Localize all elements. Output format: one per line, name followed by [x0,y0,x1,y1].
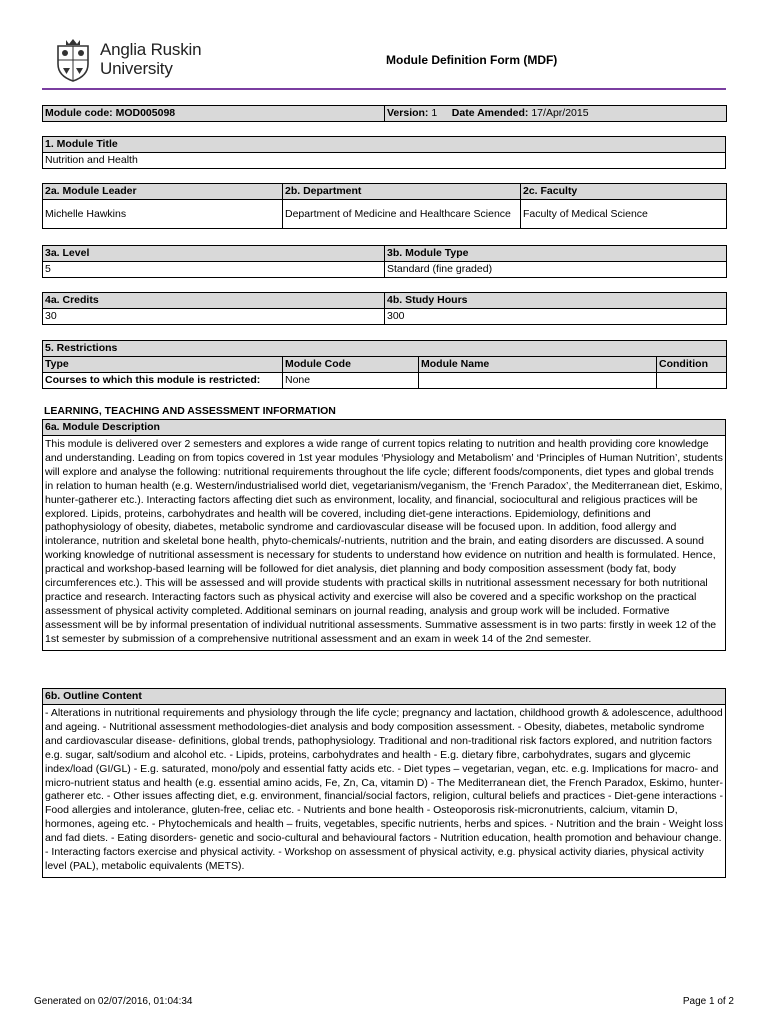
restrictions-block [42,340,727,389]
restrictions-col-name: Module Name [419,357,657,373]
date-amended-label: Date Amended: [451,107,529,119]
logo-line1: Anglia Ruskin [100,40,202,59]
leader-department-faculty-block [42,183,727,229]
module-code: Module code: MOD005098 [43,106,385,122]
restrictions-row-code: None [283,373,419,389]
restrictions-col-type: Type [43,357,283,373]
lta-heading: LEARNING, TEACHING AND ASSESSMENT INFORMATION [44,405,336,417]
department-value: Department of Medicine and Healthcare Science [283,200,521,229]
outline-content-label: 6b. Outline Content [43,689,726,705]
credits-value: 30 [43,309,385,325]
version-label: Version: [387,107,429,119]
level-type-block [42,245,727,278]
restrictions-row-label: Courses to which this module is restricted: [43,373,283,389]
module-title-block [42,136,726,169]
module-title-label: 1. Module Title [43,137,726,153]
version-date-cell [385,106,727,122]
level-value: 5 [43,262,385,278]
credits-label: 4a. Credits [43,293,385,309]
restrictions-row-name [419,373,657,389]
crest-icon [52,38,94,82]
document-title: Module Definition Form (MDF) [386,53,558,67]
outline-content-text: - Alterations in nutritional requirements and physiology through the life cycle; pregnancy and lactation, childhood growth & adolescence, adulthood and ageing. - Nutritional assessment methodologies-diet analysis and body composition assessment. - Obesity, diabetes, metabolic syndrome and cardiovascular disease- definitions, global trends, pathophysiology. Traditional and non-traditional risk factors explored, and nutrition factors e.g. sugar, salt/sodium and alcohol etc. - Lipids, proteins, carbohydrates and health - E.g. dietary fibre, carbohydrates, sugars and glycemic index/load (GI/GL) - E.g. saturated, mono/poly and essential fatty acids etc. - Diet types – vegetarian, vegan, etc. e.g. Implications for macro- and micro-nutrient status and health (e.g. essential amino acids, Fe, Zn, Ca, vitamin D) - The Mediterranean diet, the French Paradox, Eskimo, hunter-gatherer etc. - Other issues affecting diet, e.g. environment, financial/social factors, religion, cultural beliefs and practices - Diet-gene interactions - Food allergies and intolerance, gluten-free, celiac etc. - Nutrients and bone health - Osteoporosis risk-micronutrients, calcium, vitamin D, hormones, ageing etc. - Phytochemicals and health – fruits, vegetables, specific nutrients, herbs and spices. - Nutrition and the brain - Weight loss and fad diets. - Eating disorders- genetic and socio-cultural and behavioural factors - Nutrition education, health promotion and behaviour change. - Interacting factors exercise and physical activity. - Workshop on assessment of physical activity, e.g. physical activity diaries, physical activity level (PAL), metabolic equivalents (METS). [43,705,726,878]
module-leader-value: Michelle Hawkins [43,200,283,229]
module-leader-label: 2a. Module Leader [43,184,283,200]
version-value: 1 [431,107,438,119]
module-type-label: 3b. Module Type [385,246,727,262]
module-description-label: 6a. Module Description [43,420,726,436]
faculty-label: 2c. Faculty [521,184,727,200]
generated-timestamp: Generated on 02/07/2016, 01:04:34 [34,996,193,1007]
study-hours-value: 300 [385,309,727,325]
level-label: 3a. Level [43,246,385,262]
restrictions-col-condition: Condition [657,357,727,373]
university-logo [52,38,212,84]
module-title-value: Nutrition and Health [43,153,726,169]
faculty-value: Faculty of Medical Science [521,200,727,229]
module-type-value: Standard (fine graded) [385,262,727,278]
logo-wordmark [100,40,201,78]
header-rule [42,88,726,90]
module-description-text: This module is delivered over 2 semesters and explores a wide range of current topics relating to nutrition and health providing core knowledge and understanding. Leading on from topics covered in 1st year modules ‘Physiology and Metabolism’ and ‘Principles of Human Nutrition’, students will explore and analyse the following: nutritional requirements throughout the life cycle; different foods/components, diet types and global trends in relation to human health (e.g. Western/industrialised world diet, vegetarianism/veganism, the ‘French Paradox’, the Mediterranean diet, Eskimo, hunter-gatherer etc.). Interacting factors affecting diet such as environment, locality, and financial, sociocultural and religious practices will be explored. Lipids, proteins, carbohydrates and health will be covered, including diet-gene interactions. Epidemiology, definitions and pathophysiology of obesity, diabetes, metabolic syndrome and cardiovascular disease will be focused upon. In addition, food allergy and intolerance, nutrition and skeletal bone health, phyto-chemicals/-nutrients, nutrition and the brain, and eating disorders are discussed. A sound working knowledge of nutritional assessment is necessary for students to understand how evidence on nutrition and health is formulated. Hence, practical and workshop-based learning will be followed for diet analysis, diet planning and body composition assessment (body fat, body circumferences etc.). This will be assessed and will provide students with practical skills in nutritional assessment necessary for both nutritional practice and research. Interacting factors such as physical activity and exercise will also be covered and a specific workshop on the practical assessment of physical activity completed. Additional seminars on journal reading, analysis and group work will be included. Formative assessment will be by informal presentation of individual nutritional assessments. Summative assessment is in two parts: firstly in week 12 of the 1st semester by submission of a comprehensive nutritional assessment and an exam in week 14 of the 2nd semester. [43,436,726,651]
study-hours-label: 4b. Study Hours [385,293,727,309]
credits-hours-block [42,292,727,325]
date-amended-value: 17/Apr/2015 [531,107,589,119]
restrictions-label: 5. Restrictions [43,341,727,357]
page-number: Page 1 of 2 [682,996,734,1007]
logo-line2: University [100,59,173,78]
module-code-row [42,105,727,122]
department-label: 2b. Department [283,184,521,200]
restrictions-col-code: Module Code [283,357,419,373]
restrictions-row-condition [657,373,727,389]
outline-content-block [42,688,726,878]
module-description-block [42,419,726,651]
